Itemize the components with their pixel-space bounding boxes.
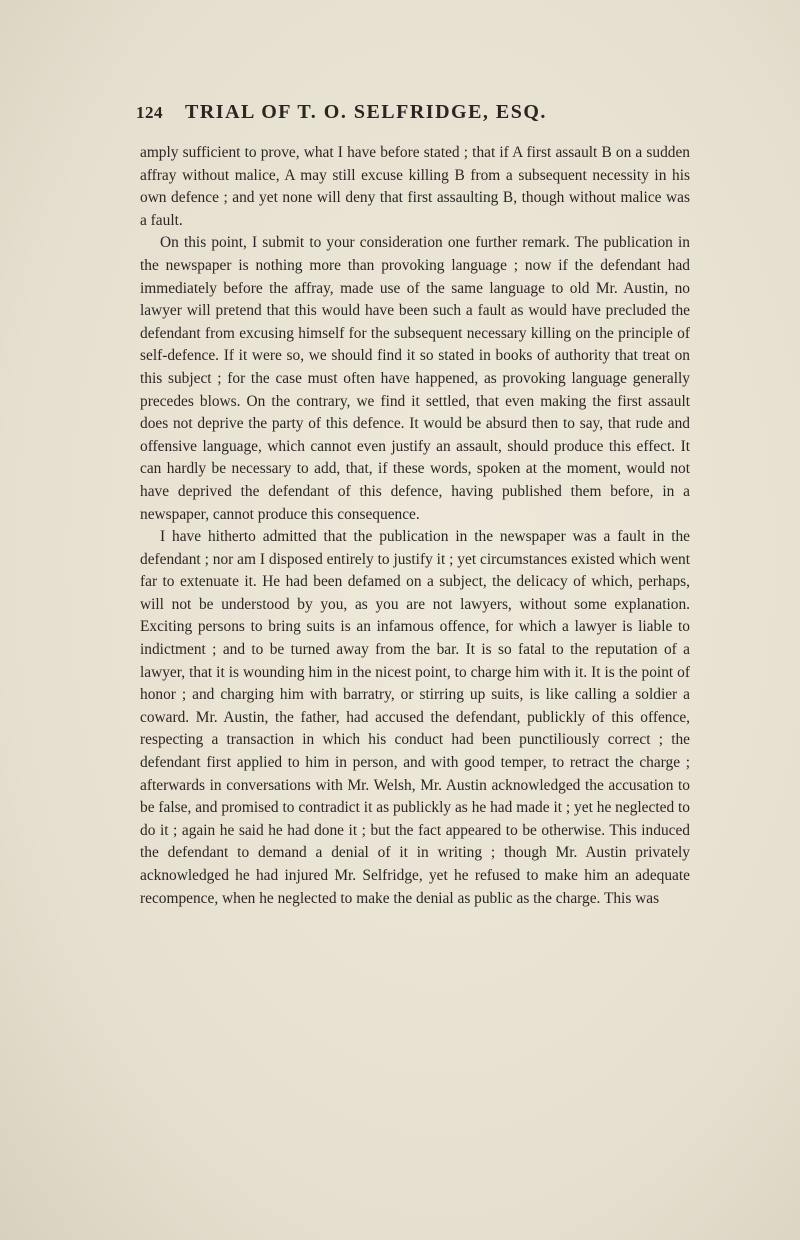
body-text [140,142,690,910]
paragraph-2: On this point, I submit to your consideration one further remark. The publication in the newspaper is nothing more than provoking language ; now if the defendant had immediately before the affray, made use of the same language to old Mr. Austin, no lawyer will pretend that this would have been such a fault as would have precluded the defendant from excusing himself for the subsequent necessary killing on the principle of self-defence. If it were so, we should find it so stated in books of authority that treat on this subject ; for the case must often have happened, as provoking language generally precedes blows. On the contrary, we find it settled, that even making the first assault does not deprive the party of this defence. It would be absurd then to say, that rude and offensive language, which cannot even justify an assault, should produce this effect. It can hardly be necessary to add, that, if these words, spoken at the moment, would not have deprived the defendant of this defence, having published them before, in a newspaper, cannot produce this consequence. [140,234,690,523]
paragraph-1: amply sufficient to prove, what I have before stated ; that if A first assault B on a sudden affray without malice, A may still excuse killing B from a subsequent necessity in his own defence ; and yet none will deny that first assaulting B, though without malice was a fault. [140,144,690,229]
page-number: 124 [136,103,163,122]
paragraph-3: I have hitherto admitted that the publication in the newspaper was a fault in the defendant ; nor am I disposed entirely to justify it ; yet circumstances existed which went far to extenuate it. He had been defamed on a subject, the delicacy of which, perhaps, will not be understood by you, as you are not lawyers, without some explanation. Exciting persons to bring suits is an infamous offence, for which a lawyer is liable to indictment ; and to be turned away from the bar. It is so fatal to the reputation of a lawyer, that it is wounding him in the nicest point, to charge him with it. It is the point of honor ; and charging him with barratry, or stirring up suits, is like calling a soldier a coward. Mr. Austin, the father, had accused the defendant, publickly of this offence, respecting a transaction in which his conduct had been punctiliously correct ; the defendant first applied to him in person, and with good temper, to retract the charge ; afterwards in conversations with Mr. Welsh, Mr. Austin acknowledged the accusation to be false, and promised to contradict it as publickly as he had made it ; yet he neglected to do it ; again he said he had done it ; but the fact appeared to be otherwise. This induced the defendant to demand a denial of it in writing ; though Mr. Austin privately acknowledged he had injured Mr. Selfridge, yet he refused to make him an adequate recompence, when he neglected to make the denial as public as the charge. This was [140,528,690,907]
page-header [136,101,696,131]
running-head: TRIAL OF T. O. SELFRIDGE, ESQ. [185,101,547,123]
